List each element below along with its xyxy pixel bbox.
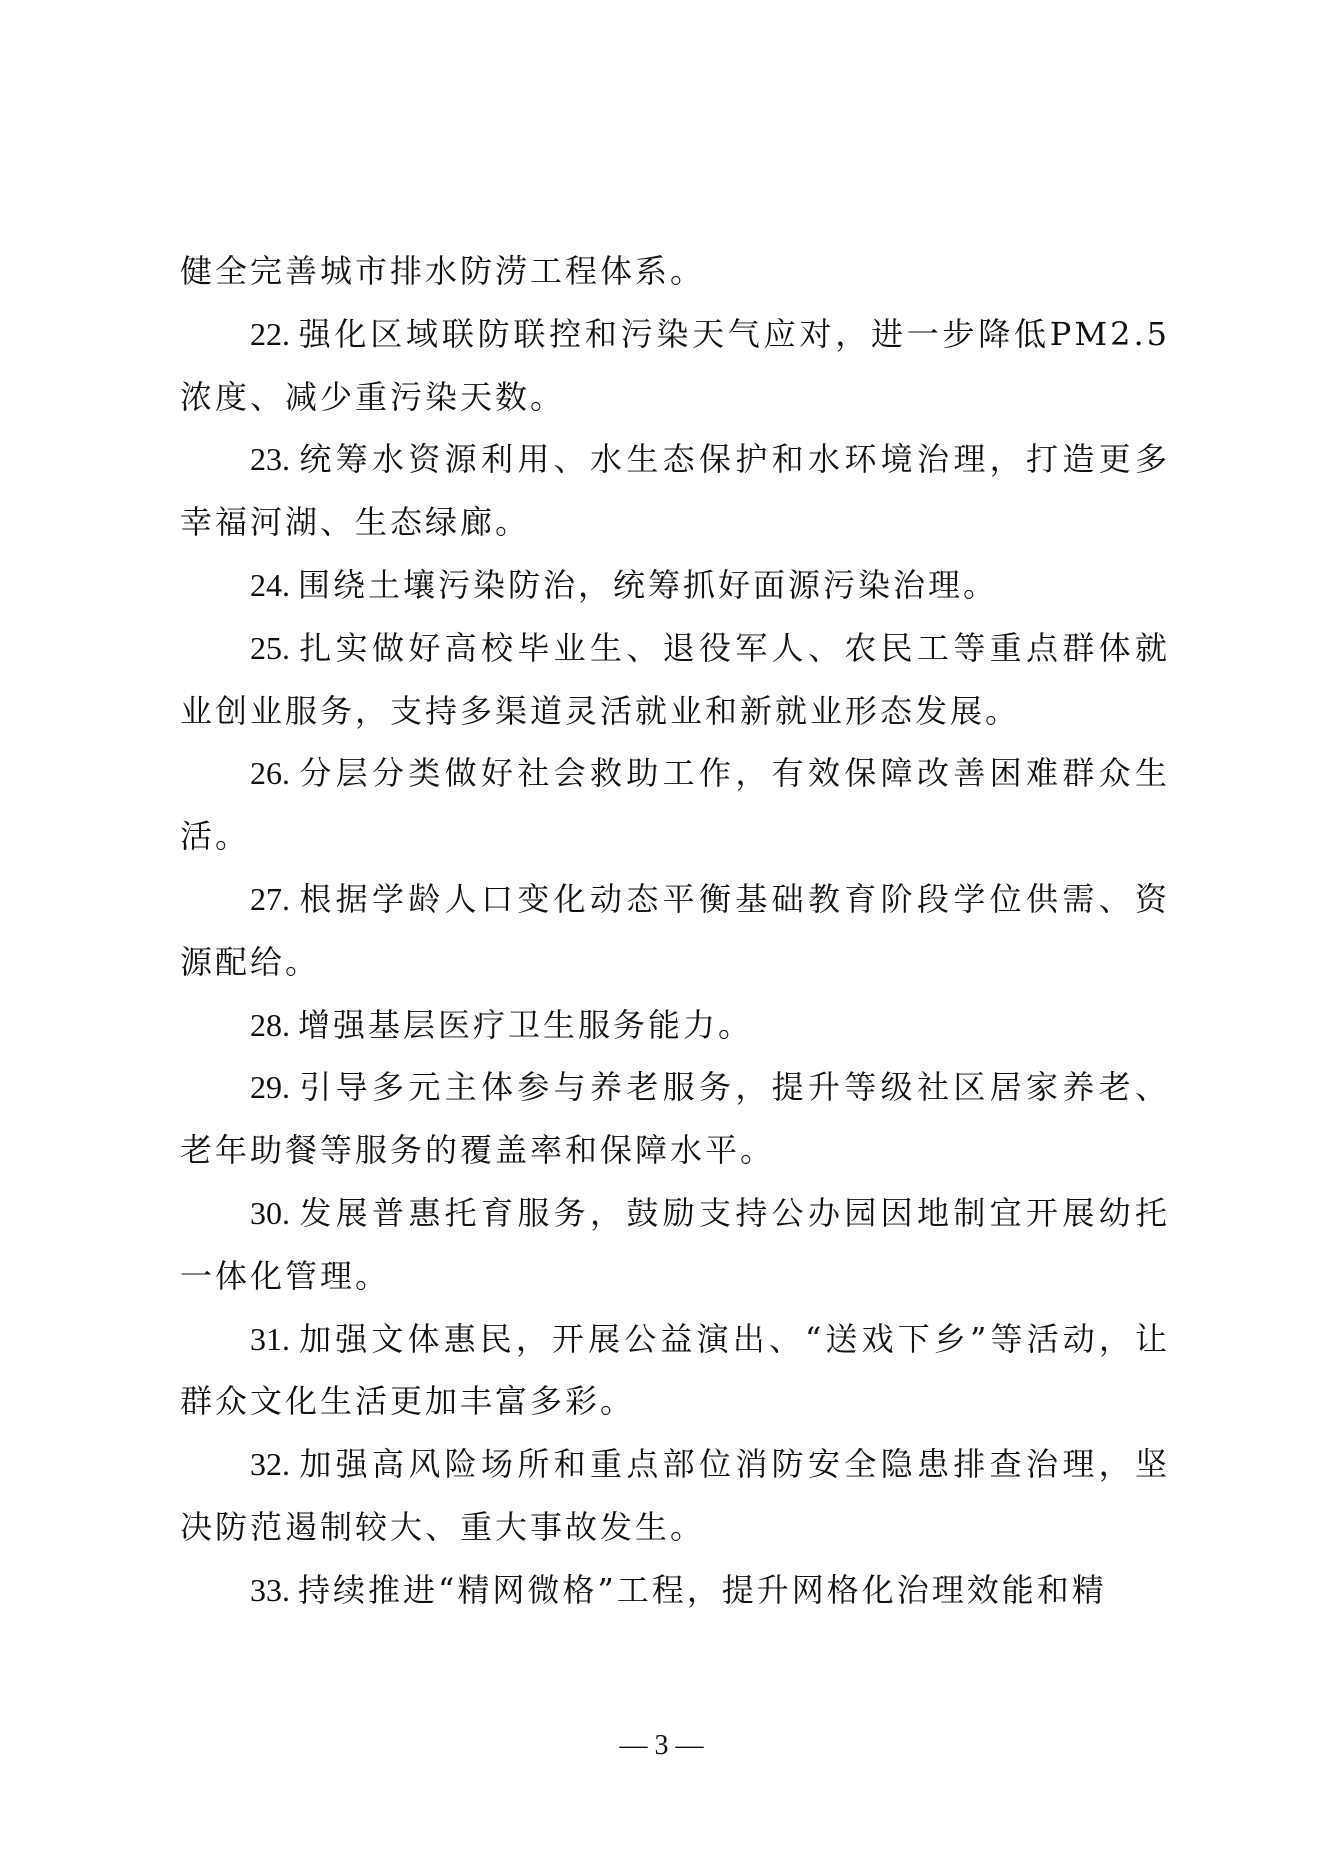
- paragraph-text: 根据学龄人口变化动态平衡基础教育阶段学位供需、资源配给。: [180, 879, 1170, 981]
- item-number: 33.: [250, 1571, 290, 1608]
- paragraph-text: 围绕土壤污染防治，统筹抓好面源污染治理。: [298, 565, 999, 604]
- paragraph-item-29: [180, 1056, 1170, 1182]
- paragraph-item-31: [180, 1308, 1170, 1434]
- item-number: 23.: [250, 441, 290, 478]
- paragraph-item-26: [180, 742, 1170, 868]
- paragraph-text: 统筹水资源利用、水生态保护和水环境治理，打造更多幸福河湖、生态绿廊。: [180, 440, 1170, 542]
- paragraph-text: 持续推进“精网微格”工程，提升网格化治理效能和精: [298, 1570, 1107, 1609]
- paragraph-item-27: [180, 868, 1170, 994]
- paragraph-item-32: [180, 1433, 1170, 1559]
- paragraph-text: 扎实做好高校毕业生、退役军人、农民工等重点群体就业创业服务，支持多渠道灵活就业和新就业形态发展。: [180, 628, 1170, 730]
- item-number: 29.: [250, 1069, 290, 1106]
- item-number: 30.: [250, 1194, 290, 1231]
- paragraph-text: 加强高风险场所和重点部位消防安全隐患排查治理，坚决防范遏制较大、重大事故发生。: [180, 1445, 1170, 1546]
- paragraph-text: 发展普惠托育服务，鼓励支持公办园因地制宜开展幼托一体化管理。: [180, 1193, 1170, 1295]
- paragraph-continuation: [180, 240, 1170, 303]
- item-number: 32.: [250, 1446, 290, 1483]
- item-number: 25.: [250, 629, 290, 666]
- paragraph-item-28: [180, 994, 1170, 1057]
- paragraph-item-30: [180, 1182, 1170, 1308]
- paragraph-item-22: [180, 303, 1170, 429]
- paragraph-text: 加强文体惠民，开展公益演出、“送戏下乡”等活动，让群众文化生活更加丰富多彩。: [180, 1319, 1170, 1421]
- paragraph-text: 健全完善城市排水防涝工程体系。: [180, 252, 706, 290]
- paragraph-item-25: [180, 617, 1170, 743]
- page-number: — 3 —: [619, 1730, 704, 1761]
- document-body: [180, 240, 1170, 1622]
- item-number: 28.: [250, 1006, 290, 1043]
- paragraph-text: 引导多元主体参与养老服务，提升等级社区居家养老、老年助餐等服务的覆盖率和保障水平。: [180, 1068, 1170, 1170]
- item-number: 27.: [250, 880, 290, 917]
- paragraph-item-23: [180, 428, 1170, 554]
- paragraph-item-33: [180, 1559, 1170, 1622]
- paragraph-text: 分层分类做好社会救助工作，有效保障改善困难群众生活。: [180, 754, 1170, 856]
- item-number: 22.: [250, 315, 290, 352]
- item-number: 24.: [250, 566, 290, 603]
- paragraph-text: 增强基层医疗卫生服务能力。: [298, 1005, 754, 1044]
- paragraph-item-24: [180, 554, 1170, 617]
- paragraph-text: 强化区域联防联控和污染天气应对，进一步降低PM2.5浓度、减少重污染天数。: [180, 314, 1170, 416]
- item-number: 31.: [250, 1320, 290, 1357]
- item-number: 26.: [250, 755, 290, 792]
